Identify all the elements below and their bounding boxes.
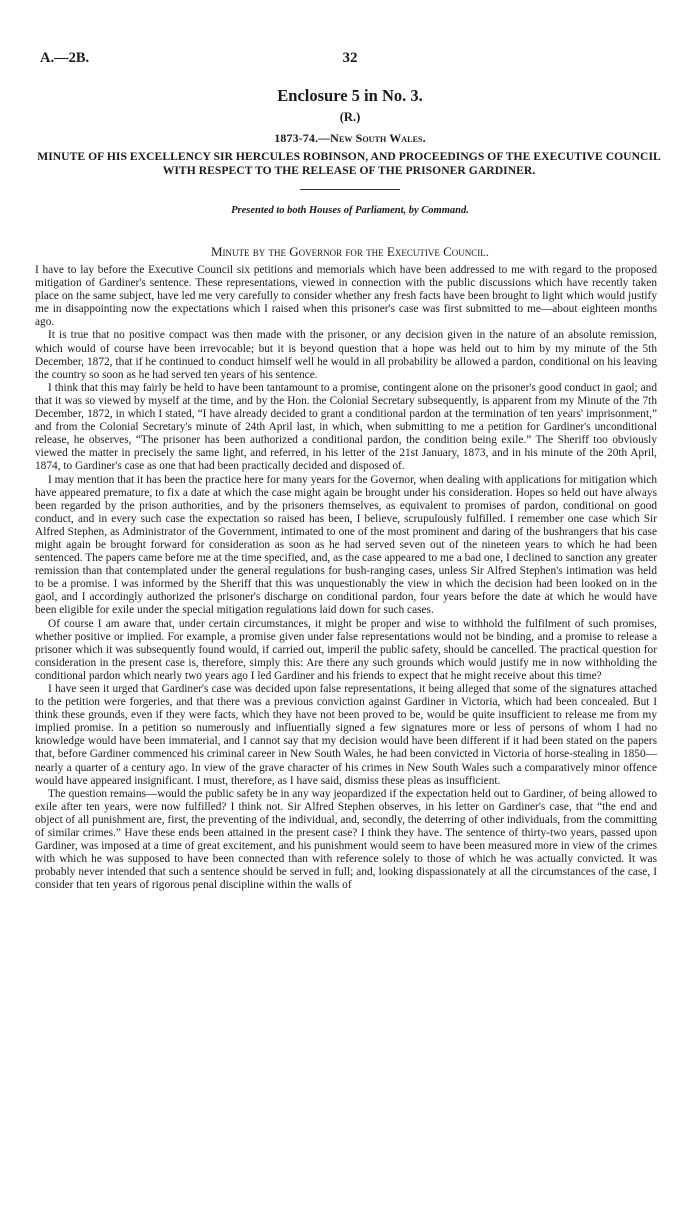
paragraph: I think that this may fairly be held to have been tantamount to a promise, contingent alone on the prisoner's good conduct in gaol; and that it was so viewed by myself at the time, and by the Hon. the Colonial Secretary subsequently, is apparent from my Minute of the 7th December, 1872, in which I stated, “I have already decided to grant a conditional pardon at the termination of ten years' imprisonment,” and from the Colonial Secretary's minute of 24th April last, in which, when submitting to me a petition for Gardiner's unconditional release, he observes, “The prisoner has been authorized a conditional pardon, the condition being exile.” The Sheriff too obviously viewed the matter in precisely the same light, and referred, in his letter of the 21st January, 1873, and in his minute of the 20th April, 1874, to Gardiner's case as one that had been practically decided and disposed of. [35, 381, 657, 473]
enclosure-title: Enclosure 5 in No. 3. [277, 86, 423, 105]
year-place-line: 1873-74.—New South Wales. [274, 131, 426, 145]
paragraph: I have to lay before the Executive Council six petitions and memorials which have been addressed to me with regard to the proposed mitigation of Gardiner's sentence. These representations, viewed in connection with the public discussions which have recently taken place on the same subject, have led me very carefully to consider whether any fresh facts have been brought to light which would justify me in disappointing now the expectations which I raised when this prisoner's case was first submitted to me—about eighteen months ago. [35, 264, 657, 329]
document-reference: A.—2B. [40, 50, 90, 66]
minute-heading: Minute by the Governor for the Executive Council. [210, 244, 490, 259]
enclosure-mark: (R.) [339, 110, 361, 124]
presented-line: Presented to both Houses of Parliament, by Command. [231, 205, 469, 216]
paragraph: I may mention that it has been the practice here for many years for the Governor, when dealing with applications for mitigation which have appeared premature, to fix a date at which the case might again be brought under his consideration. Hopes so held out have always been regarded by the prison authorities, and by the prisoners themselves, as equivalent to promises of pardon, conditional on good conduct, and in every such case the expectation so raised has been, I believe, scrupulously fulfilled. I remember one case which Sir Alfred Stephen, as Administrator of the Government, intimated to one of the most prominent and daring of the bushrangers that his case might again be brought forward for consideration as soon as he had served seven out of the nineteen years to which he had been sentenced. The papers came before me at the time specified, and, as the case appeared to me a bad one, I declined to sanction any greater remission than that contemplated under the general regulations for bush-ranging cases, unless Sir Alfred Stephen's intimation was held to be a promise. I was informed by the Sheriff that this was unquestionably the view in which the decision had been looked on in the gaol, and I accordingly authorized the prisoner's discharge on conditional pardon, four years before the date at which he would have been eligible for exile under the special mitigation regulations laid down for such cases. [35, 473, 657, 617]
page-number: 32 [342, 50, 358, 66]
paragraph: It is true that no positive compact was then made with the prisoner, or any decision given in the nature of an absolute remission, which would of course have been irrevocable; but it is beyond question that a hope was held out to him by my minute of the 5th December, 1872, that if he continued to conduct himself well he would in all probability be allowed a pardon, conditional on his leaving the country so soon as he had served ten years of his sentence. [35, 329, 657, 381]
document-title: MINUTE OF HIS EXCELLENCY SIR HERCULES ROBINSON, AND PROCEEDINGS OF THE EXECUTIVE COUNCIL WITH RESPECT TO THE RELEASE OF THE PRISONER GARDINER. [37, 150, 661, 177]
minute-body [35, 264, 657, 893]
title-divider [300, 189, 400, 190]
page-header [40, 50, 660, 70]
paragraph: Of course I am aware that, under certain circumstances, it might be proper and wise to withhold the fulfilment of such promises, whether positive or implied. For example, a promise given under false representations would not be binding, and a promise to release a prisoner which it was subsequently found would, if carried out, imperil the public safety, should be cancelled. The practical question for consideration in the present case is, therefore, simply this: Are there any such grounds which would justify me in now withholding the conditional pardon which nearly two years ago I led Gardiner and his friends to expect that he might receive about this time? [35, 617, 657, 682]
paragraph: I have seen it urged that Gardiner's case was decided upon false representations, it being alleged that some of the signatures attached to the petition were forgeries, and that there was a previous conviction against Gardiner in Victoria, which had been concealed. But I think these grounds, even if they were facts, which they have not been proved to be, would be quite insufficient to release me from my implied promise. In a petition so numerously and influentially signed a few signatures more or less of persons of whom I had no knowledge would have been immaterial, and I cannot say that my decision would have been different if it had been stated on the papers that, before Gardiner commenced his criminal career in New South Wales, he had been convicted in Victoria of horse-stealing in 1850—nearly a quarter of a century ago. In view of the grave character of his crimes in New South Wales such a comparatively minor offence would have appeared insignificant. I must, therefore, as I have said, dismiss these pleas as insufficient. [35, 683, 657, 787]
paragraph: The question remains—would the public safety be in any way jeopardized if the expectation held out to Gardiner, of being allowed to exile after ten years, were now fulfilled? I think not. Sir Alfred Stephen observes, in his letter on Gardiner's case, that “the end and object of all punishment are, first, the preventing of the individual, and, secondly, the deterring of other individuals, from the committing of similar crimes.” Have these ends been attained in the present case? I think they have. The sentence of thirty-two years, passed upon Gardiner, was imposed at a time of great excitement, and his punishment would seem to have been measured more in view of the crimes with which he was supposed to have been connected than with reference solely to those of which he was actually convicted. It was probably never intended that such a sentence should be served in full; and, looking dispassionately at all the circumstances of the case, I consider that ten years of rigorous penal discipline within the walls of [35, 787, 657, 892]
